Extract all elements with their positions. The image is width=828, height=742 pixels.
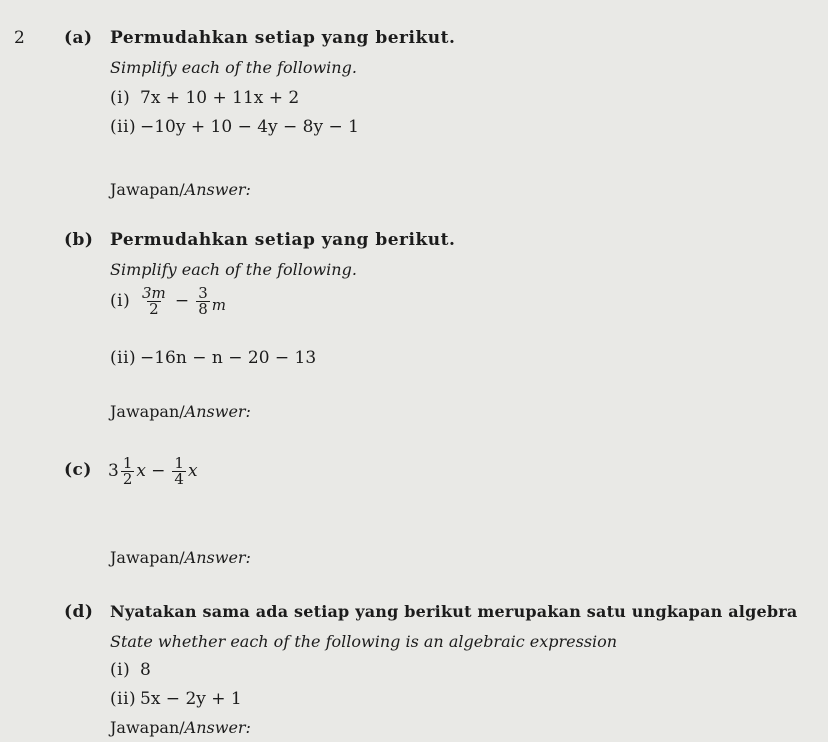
- part-a-item-ii-expression: −10y + 10 − 4y − 8y − 1: [140, 117, 359, 137]
- part-d-label: (d): [64, 602, 94, 622]
- part-b-answer-label: [110, 402, 251, 421]
- part-c-answer-label: [110, 548, 251, 567]
- part-b-answer-malay: Jawapan/: [110, 402, 185, 421]
- part-a-item-i-expression: 7x + 10 + 11x + 2: [140, 88, 300, 108]
- fraction-3m-over-2: $\frac{3m}{2}$: [142, 284, 166, 318]
- fraction-1-over-2: $\frac{1}{2}$: [122, 454, 133, 488]
- part-c-expression: 3 $\frac{1}{2}$ x − $\frac{1}{4}$ x: [108, 454, 198, 488]
- part-c-label: (c): [64, 460, 92, 480]
- part-d-instruction-english: State whether each of the following is an algebraic expression: [110, 632, 618, 651]
- part-c-answer-english: Answer:: [184, 548, 251, 567]
- part-a-label: (a): [64, 28, 93, 48]
- part-c-answer-malay: Jawapan/: [110, 548, 185, 567]
- part-a-item-i-number: (i): [110, 88, 131, 108]
- part-a-item-ii-number: (ii): [110, 117, 137, 137]
- part-d-item-i-number: (i): [110, 660, 131, 680]
- fraction-1-over-4: $\frac{1}{4}$: [174, 454, 184, 488]
- part-b-label: (b): [64, 230, 94, 250]
- part-b-item-ii-expression: −16n − n − 20 − 13: [140, 348, 317, 368]
- fraction-3-over-8: $\frac{3}{8}$: [198, 284, 208, 318]
- part-b-instruction-malay: Permudahkan setiap yang berikut.: [110, 230, 456, 250]
- part-a-answer-label: [110, 180, 251, 199]
- part-a-instruction-malay: Permudahkan setiap yang berikut.: [110, 28, 456, 48]
- part-a-answer-english: Answer:: [184, 180, 251, 199]
- part-d-item-i-expression: 8: [140, 660, 151, 680]
- part-b-answer-english: Answer:: [184, 402, 251, 421]
- part-b-instruction-english: Simplify each of the following.: [110, 260, 357, 279]
- part-d-answer-malay: Jawapan/: [110, 718, 185, 737]
- part-d-answer-label: [110, 718, 251, 737]
- part-a-answer-malay: Jawapan/: [110, 180, 185, 199]
- part-d-instruction-malay: Nyatakan sama ada setiap yang berikut merupakan satu ungkapan algebra: [110, 602, 798, 621]
- part-d-item-ii-number: (ii): [110, 689, 137, 709]
- part-d-item-ii-expression: 5x − 2y + 1: [140, 689, 242, 709]
- part-b-item-ii-number: (ii): [110, 348, 137, 368]
- part-a-instruction-english: Simplify each of the following.: [110, 58, 357, 77]
- question-number: 2: [14, 28, 26, 48]
- part-d-answer-english: Answer:: [184, 718, 251, 737]
- part-b-item-i-number: (i): [110, 291, 131, 311]
- part-b-item-i-expression: $\frac{3m}{2}$ − $\frac{3}{8}$ m: [142, 284, 226, 318]
